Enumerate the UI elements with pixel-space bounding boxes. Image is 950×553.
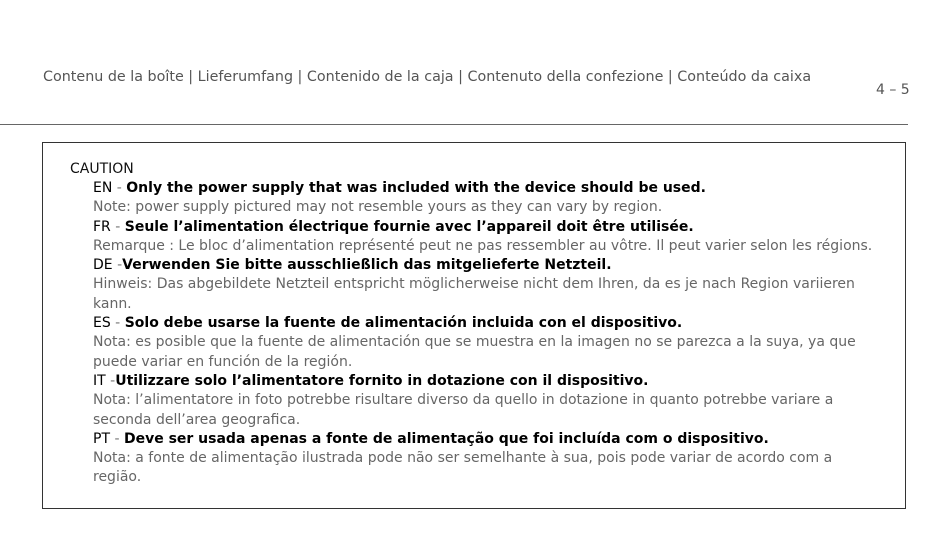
language-separator: - [105,372,116,389]
note-text: Note: power supply pictured may not resemble yours as they can vary by region. [93,199,663,216]
caution-entry-es [93,314,883,372]
language-code: EN [93,180,113,196]
instruction-text: Solo debe usarse la fuente de alimentación incluida con el dispositivo. [124,315,683,332]
instruction-text: Seule l’alimentation électrique fournie avec l’appareil doit être utilisée. [124,218,694,235]
entry-heading [93,218,883,237]
language-code: DE [93,257,113,274]
note-text: Nota: l’alimentatore in foto potrebbe risultare diverso da quello in dotazione in quanto potrebbe variare a seconda dell’area geografica. [93,392,834,428]
entry-heading [93,372,883,391]
caution-entry-fr [93,218,883,257]
entry-heading [93,430,883,449]
caution-box [42,142,906,509]
language-separator: - [112,180,127,196]
note-text: Nota: a fonte de alimentação ilustrada pode não ser semelhante à sua, pois pode variar de acordo com a região. [93,450,833,486]
page-number: 4 – 5 [876,82,910,98]
language-separator: - [112,257,123,274]
instruction-text: Utilizzare solo l’alimentatore fornito in dotazione con il dispositivo. [115,372,649,389]
language-code: IT [93,372,106,389]
entry-heading [93,314,883,333]
note-text: Nota: es posible que la fuente de alimentación que se muestra en la imagen no se parezca a la suya, ya que puede variar en función de la región. [93,334,856,370]
header-divider [0,124,908,125]
caution-entries [93,179,883,488]
language-separator: - [110,430,124,447]
caution-heading: CAUTION [70,161,134,177]
note-text: Remarque : Le bloc d’alimentation représenté peut ne pas ressembler au vôtre. Il peut varier selon les régions. [93,237,873,254]
entry-heading [93,256,883,275]
page-header-title: Contenu de la boîte | Lieferumfang | Contenido de la caja | Contenuto della confezione | Conteúdo da caixa [43,69,812,85]
language-code: FR [93,218,111,235]
language-code: PT [93,430,110,447]
caution-entry-pt [93,430,883,488]
caution-entry-en [93,179,883,218]
instruction-text: Only the power supply that was included with the device should be used. [126,180,706,196]
instruction-text: Verwenden Sie bitte ausschließlich das mitgelieferte Netzteil. [122,257,612,274]
language-separator: - [110,315,125,332]
instruction-text: Deve ser usada apenas a fonte de alimentação que foi incluída com o dispositivo. [123,430,769,447]
caution-entry-it [93,372,883,430]
language-separator: - [110,218,125,235]
caution-entry-de [93,256,883,314]
language-code: ES [93,315,111,332]
note-text: Hinweis: Das abgebildete Netzteil entspricht möglicherweise nicht dem Ihren, da es je nach Region variieren kann. [93,276,855,312]
entry-heading [93,179,883,198]
